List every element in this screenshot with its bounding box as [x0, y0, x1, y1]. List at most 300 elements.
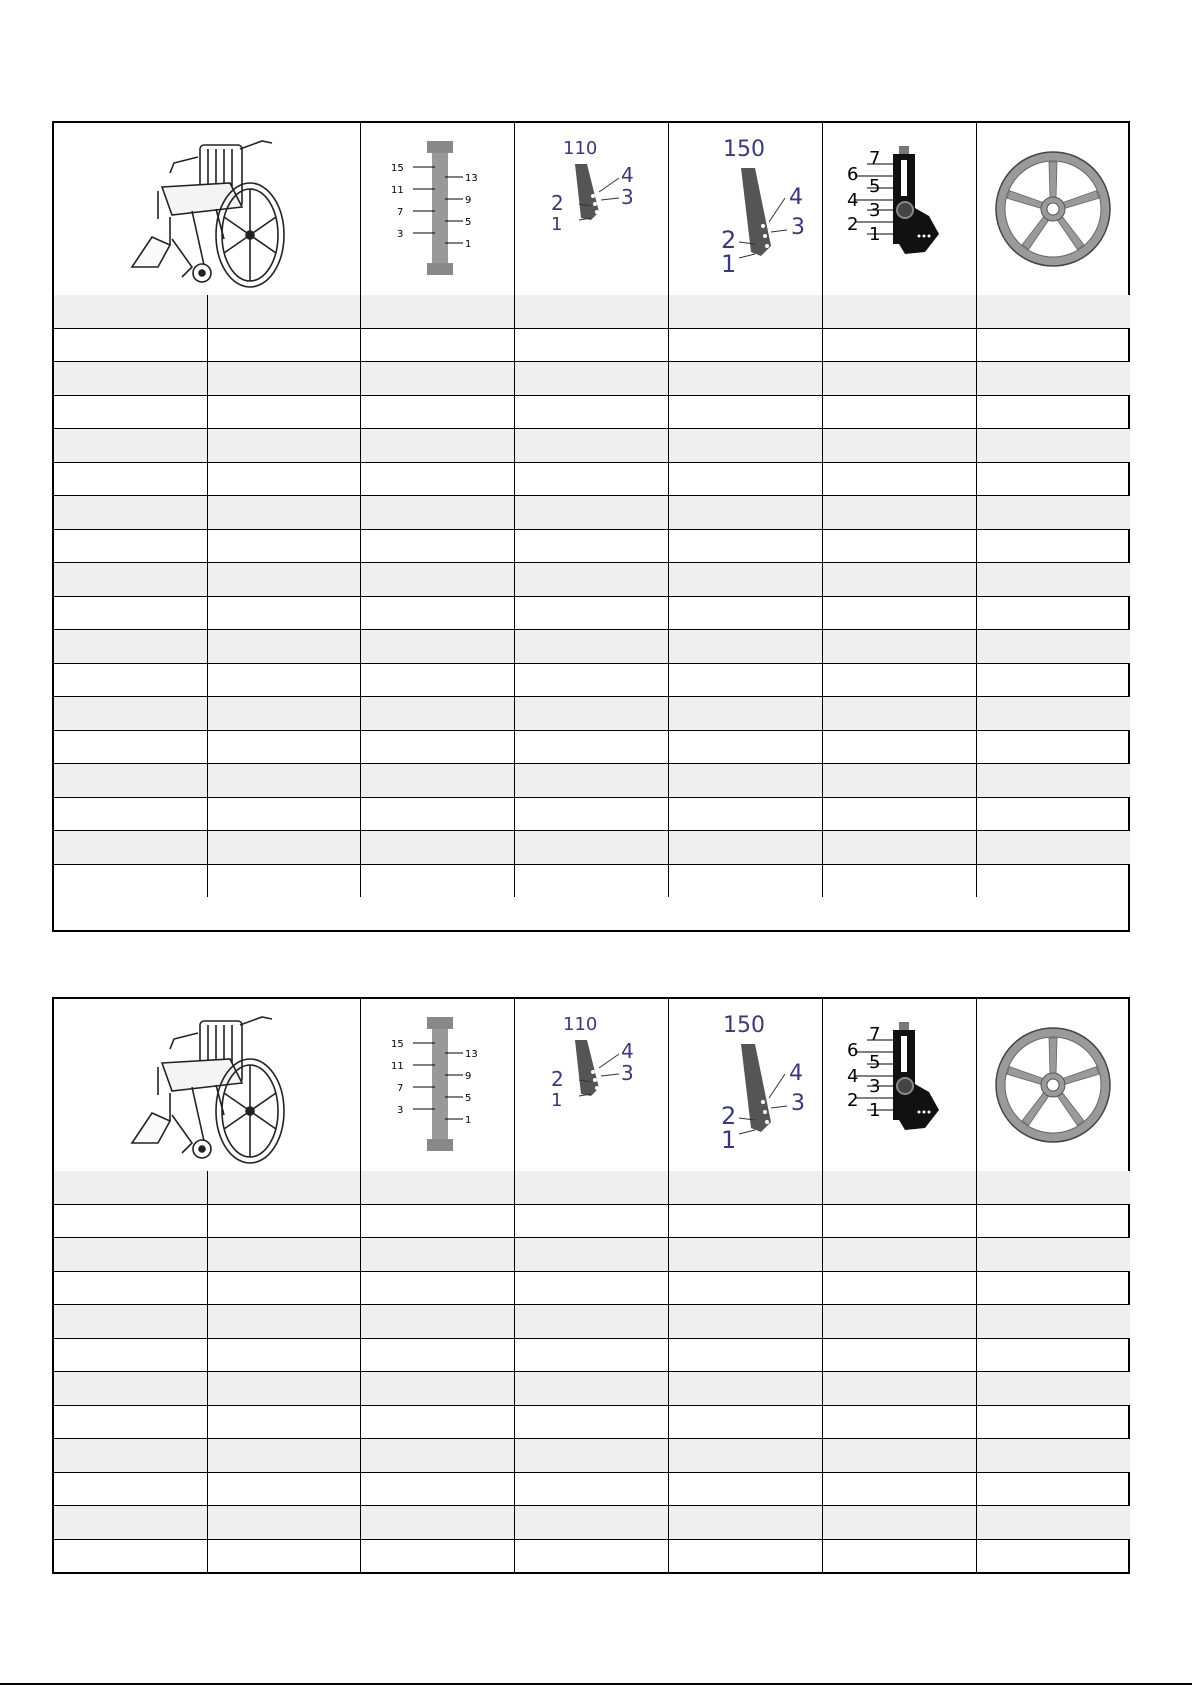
table-cell [668, 429, 822, 463]
table-cell [822, 496, 976, 530]
svg-text:1: 1 [869, 1100, 881, 1121]
table-cell [360, 1271, 514, 1305]
table-cell [822, 563, 976, 597]
table-1-rows [54, 295, 1130, 897]
adjustment-table-2 [52, 997, 1130, 1574]
svg-text:4: 4 [789, 185, 803, 210]
scale-label-right-2: 9 [465, 1071, 472, 1082]
table-cell [54, 1506, 207, 1540]
table-cell [360, 1439, 514, 1473]
table-row [54, 1472, 1130, 1506]
table-cell [54, 529, 207, 563]
table-cell [207, 1171, 360, 1204]
table-cell [976, 496, 1130, 530]
table-1-footer-row [54, 897, 1130, 930]
svg-text:7: 7 [869, 148, 881, 169]
scale-label-left-1: 15 [391, 163, 404, 174]
svg-text:1: 1 [721, 1126, 737, 1154]
table-row [54, 496, 1130, 530]
svg-text:3: 3 [791, 215, 805, 240]
caster-fork-110-icon [521, 134, 661, 284]
table-cell [54, 764, 207, 798]
svg-text:1: 1 [869, 224, 881, 245]
table-cell [360, 596, 514, 630]
table-cell [822, 1539, 976, 1572]
table-cell [54, 797, 207, 831]
table-cell [976, 1405, 1130, 1439]
scale-label-left-2: 11 [391, 1061, 404, 1072]
table-cell [54, 697, 207, 731]
table-row [54, 362, 1130, 396]
table-cell [360, 496, 514, 530]
table-cell [514, 1439, 668, 1473]
table-cell [514, 764, 668, 798]
table-cell [54, 496, 207, 530]
table-cell [976, 395, 1130, 429]
table-cell [514, 697, 668, 731]
axle-bracket-cell [822, 123, 976, 295]
table-cell [360, 295, 514, 328]
table-cell [976, 529, 1130, 563]
table-cell [207, 596, 360, 630]
table-cell [822, 1506, 976, 1540]
table-cell [976, 1539, 1130, 1572]
scale-label-left-4: 3 [397, 1105, 404, 1116]
table-cell [207, 395, 360, 429]
svg-text:3: 3 [869, 1076, 881, 1097]
table-cell [514, 1171, 668, 1204]
table-cell [668, 1506, 822, 1540]
table-cell [822, 462, 976, 496]
wheelchair-icon [112, 1003, 302, 1168]
svg-text:3: 3 [621, 1061, 634, 1085]
svg-text:4: 4 [621, 163, 634, 187]
table-cell [668, 529, 822, 563]
svg-text:2: 2 [551, 1067, 564, 1091]
table-cell [207, 730, 360, 764]
table-cell [976, 1372, 1130, 1406]
table-cell [822, 730, 976, 764]
scale-label-left-1: 15 [391, 1039, 404, 1050]
table-cell [668, 596, 822, 630]
table-cell [54, 462, 207, 496]
table-cell [360, 563, 514, 597]
scale-label-right-1: 13 [465, 173, 478, 184]
table-row [54, 1372, 1130, 1406]
caster-fork-110-icon [521, 1010, 661, 1160]
svg-text:4: 4 [789, 1061, 803, 1086]
svg-text:1: 1 [551, 214, 563, 235]
table-cell [514, 563, 668, 597]
scale-label-left-2: 11 [391, 185, 404, 196]
table-cell [514, 395, 668, 429]
table-cell [976, 663, 1130, 697]
table-cell [822, 630, 976, 664]
table-cell [54, 864, 207, 897]
table-cell [514, 1405, 668, 1439]
table-cell [207, 429, 360, 463]
table-cell [207, 1271, 360, 1305]
scale-label-right-3: 5 [465, 1093, 472, 1104]
table-row [54, 395, 1130, 429]
table-cell [514, 462, 668, 496]
svg-text:1: 1 [721, 250, 737, 278]
table-cell [207, 1372, 360, 1406]
table-cell [207, 496, 360, 530]
table-row [54, 831, 1130, 865]
table-cell [822, 1305, 976, 1339]
table-row [54, 596, 1130, 630]
scale-label-right-4: 1 [465, 239, 472, 250]
table-cell [360, 864, 514, 897]
table-cell [822, 295, 976, 328]
table-cell [668, 831, 822, 865]
table-cell [207, 797, 360, 831]
table-cell [360, 1305, 514, 1339]
table-cell [514, 429, 668, 463]
table-cell [54, 563, 207, 597]
table-cell [207, 630, 360, 664]
table-cell [514, 1506, 668, 1540]
table-cell [668, 1372, 822, 1406]
table-cell [668, 362, 822, 396]
table-cell [54, 1204, 207, 1238]
wheelchair-icon [112, 127, 302, 292]
table-cell [54, 730, 207, 764]
table-cell [822, 697, 976, 731]
table-row [54, 1238, 1130, 1272]
table-cell [207, 328, 360, 362]
table-cell [360, 831, 514, 865]
table-cell [360, 797, 514, 831]
table-cell [668, 295, 822, 328]
table-row [54, 730, 1130, 764]
caster-fork-150-icon [675, 134, 815, 284]
caster-fork-150-cell [668, 123, 822, 295]
table-cell [360, 697, 514, 731]
table-cell [822, 1338, 976, 1372]
fork-150-title: 150 [723, 1013, 765, 1038]
table-cell [514, 295, 668, 328]
table-cell [976, 730, 1130, 764]
table-cell [54, 1338, 207, 1372]
table-cell [360, 1539, 514, 1572]
svg-text:3: 3 [869, 200, 881, 221]
table-row [54, 1171, 1130, 1204]
table-cell [976, 295, 1130, 328]
table-row [54, 864, 1130, 897]
table-row [54, 1338, 1130, 1372]
table-cell [514, 362, 668, 396]
table-cell [976, 1171, 1130, 1204]
table-cell [976, 429, 1130, 463]
axle-bracket-icon [829, 134, 969, 284]
table-cell [668, 1171, 822, 1204]
table-cell [514, 1338, 668, 1372]
caster-fork-150-cell [668, 999, 822, 1171]
scale-label-right-3: 5 [465, 217, 472, 228]
table-cell [54, 362, 207, 396]
table-cell [976, 563, 1130, 597]
seat-scale-diagram-cell [360, 123, 514, 295]
table-cell [360, 764, 514, 798]
table-cell [207, 1338, 360, 1372]
table-cell [514, 1539, 668, 1572]
table-cell [514, 1204, 668, 1238]
table-cell [54, 1238, 207, 1272]
table-cell [668, 697, 822, 731]
table-cell [668, 1204, 822, 1238]
table-row [54, 697, 1130, 731]
table-cell [54, 663, 207, 697]
wheel-cell [976, 123, 1130, 295]
table-cell [976, 1338, 1130, 1372]
axle-bracket-icon [829, 1010, 969, 1160]
table-row [54, 295, 1130, 328]
table-cell [976, 596, 1130, 630]
table-cell [822, 529, 976, 563]
wheel-cell [976, 999, 1130, 1171]
table-cell [514, 797, 668, 831]
svg-text:2: 2 [721, 226, 737, 254]
wheelchair-illustration-cell [54, 123, 360, 295]
svg-text:4: 4 [847, 1066, 859, 1087]
table-cell [207, 697, 360, 731]
table-cell [360, 429, 514, 463]
scale-label-left-4: 3 [397, 229, 404, 240]
table-cell [976, 328, 1130, 362]
scale-label-left-3: 7 [397, 1083, 404, 1094]
table-cell [207, 1305, 360, 1339]
table-row [54, 1539, 1130, 1572]
svg-text:5: 5 [869, 1052, 881, 1073]
table-cell [822, 797, 976, 831]
table-cell [822, 362, 976, 396]
svg-text:6: 6 [847, 164, 859, 185]
table-cell [668, 1338, 822, 1372]
table-cell [976, 1506, 1130, 1540]
table-cell [360, 630, 514, 664]
table-cell [207, 663, 360, 697]
table-cell [360, 1405, 514, 1439]
table-cell [822, 663, 976, 697]
table-cell [207, 764, 360, 798]
table-cell [976, 1238, 1130, 1272]
table-cell [976, 864, 1130, 897]
wheel-icon [993, 149, 1113, 269]
wheelchair-illustration-cell [54, 999, 360, 1171]
table-cell [207, 1539, 360, 1572]
fork-110-title: 110 [563, 138, 598, 159]
table-cell [360, 1372, 514, 1406]
table-cell [822, 395, 976, 429]
svg-text:4: 4 [621, 1039, 634, 1063]
table-cell [976, 697, 1130, 731]
table-cell [822, 864, 976, 897]
table-row [54, 630, 1130, 664]
table-cell [514, 596, 668, 630]
table-cell [976, 797, 1130, 831]
svg-text:3: 3 [621, 185, 634, 209]
seat-scale-diagram-cell [360, 999, 514, 1171]
table-cell [514, 328, 668, 362]
table-cell [668, 1405, 822, 1439]
table-cell [207, 1506, 360, 1540]
table-row [54, 429, 1130, 463]
table-cell [822, 429, 976, 463]
scale-label-left-3: 7 [397, 207, 404, 218]
table-cell [976, 1439, 1130, 1473]
table-cell [54, 429, 207, 463]
table-cell [207, 529, 360, 563]
table-row [54, 328, 1130, 362]
table-cell [360, 663, 514, 697]
table-cell [514, 1372, 668, 1406]
table-cell [822, 328, 976, 362]
table-row [54, 529, 1130, 563]
table-cell [207, 362, 360, 396]
table-cell [822, 1439, 976, 1473]
table-cell [668, 663, 822, 697]
table-cell [668, 563, 822, 597]
table-cell [668, 496, 822, 530]
table-cell [668, 328, 822, 362]
scale-label-right-2: 9 [465, 195, 472, 206]
table-row [54, 462, 1130, 496]
table-cell [514, 1305, 668, 1339]
table-cell [514, 864, 668, 897]
scale-label-right-1: 13 [465, 1049, 478, 1060]
table-cell [822, 1204, 976, 1238]
table-cell [360, 1472, 514, 1506]
table-cell [822, 1372, 976, 1406]
table-cell [514, 1271, 668, 1305]
svg-text:7: 7 [869, 1024, 881, 1045]
svg-text:3: 3 [791, 1091, 805, 1116]
table-cell [976, 1204, 1130, 1238]
table-cell [514, 496, 668, 530]
table-cell [668, 395, 822, 429]
table-cell [668, 1472, 822, 1506]
table-cell [54, 1472, 207, 1506]
table-cell [514, 1472, 668, 1506]
svg-text:6: 6 [847, 1040, 859, 1061]
table-cell [976, 630, 1130, 664]
table-cell [207, 864, 360, 897]
table-cell [360, 730, 514, 764]
table-cell [668, 764, 822, 798]
table-row [54, 1305, 1130, 1339]
table-cell [54, 395, 207, 429]
table-cell [822, 1171, 976, 1204]
caster-fork-150-icon [675, 1010, 815, 1160]
table-row [54, 1439, 1130, 1473]
table-cell [207, 1405, 360, 1439]
table-row [54, 1405, 1130, 1439]
scale-label-right-4: 1 [465, 1115, 472, 1126]
table-cell [822, 1472, 976, 1506]
seat-scale-icon [387, 1015, 487, 1155]
caster-fork-110-cell [514, 123, 668, 295]
table-cell [360, 462, 514, 496]
table-cell [976, 1472, 1130, 1506]
table-cell [54, 1405, 207, 1439]
table-cell [360, 1238, 514, 1272]
fork-110-title: 110 [563, 1014, 598, 1035]
table-cell [514, 730, 668, 764]
table-row [54, 797, 1130, 831]
table-cell [207, 1439, 360, 1473]
table-cell [360, 529, 514, 563]
table-cell [976, 831, 1130, 865]
table-cell [54, 328, 207, 362]
table-cell [54, 1305, 207, 1339]
svg-text:5: 5 [869, 176, 881, 197]
table-cell [207, 295, 360, 328]
fork-150-title: 150 [723, 137, 765, 162]
table-cell [360, 1204, 514, 1238]
table-cell [207, 1472, 360, 1506]
table-cell [668, 797, 822, 831]
axle-bracket-cell [822, 999, 976, 1171]
table-cell [514, 630, 668, 664]
table-cell [976, 362, 1130, 396]
table-cell [360, 395, 514, 429]
table-cell [514, 663, 668, 697]
svg-text:4: 4 [847, 190, 859, 211]
table-cell [668, 1305, 822, 1339]
table-cell [668, 864, 822, 897]
table-cell [360, 1171, 514, 1204]
table-row [54, 1271, 1130, 1305]
table-cell [976, 1305, 1130, 1339]
table-cell [54, 1171, 207, 1204]
table-cell [54, 1372, 207, 1406]
table-cell [207, 831, 360, 865]
table-row [54, 663, 1130, 697]
seat-scale-icon [387, 139, 487, 279]
table-cell [822, 764, 976, 798]
table-cell [360, 1338, 514, 1372]
table-cell [514, 1238, 668, 1272]
table-row [54, 1506, 1130, 1540]
table-2-rows [54, 1171, 1130, 1572]
table-row [54, 563, 1130, 597]
table-cell [207, 1238, 360, 1272]
svg-text:2: 2 [721, 1102, 737, 1130]
svg-text:1: 1 [551, 1090, 563, 1111]
table-cell [976, 1271, 1130, 1305]
table-cell [822, 1271, 976, 1305]
svg-text:2: 2 [847, 214, 859, 235]
table-cell [822, 831, 976, 865]
table-cell [514, 529, 668, 563]
table-cell [668, 1539, 822, 1572]
table-cell [976, 462, 1130, 496]
table-cell [668, 462, 822, 496]
table-cell [54, 295, 207, 328]
table-cell [668, 630, 822, 664]
table-cell [976, 764, 1130, 798]
table-cell [54, 831, 207, 865]
table-cell [360, 328, 514, 362]
table-cell [54, 1271, 207, 1305]
table-cell [54, 1439, 207, 1473]
table-cell [822, 1238, 976, 1272]
table-cell [207, 462, 360, 496]
table-cell [668, 1439, 822, 1473]
table-cell [668, 1271, 822, 1305]
